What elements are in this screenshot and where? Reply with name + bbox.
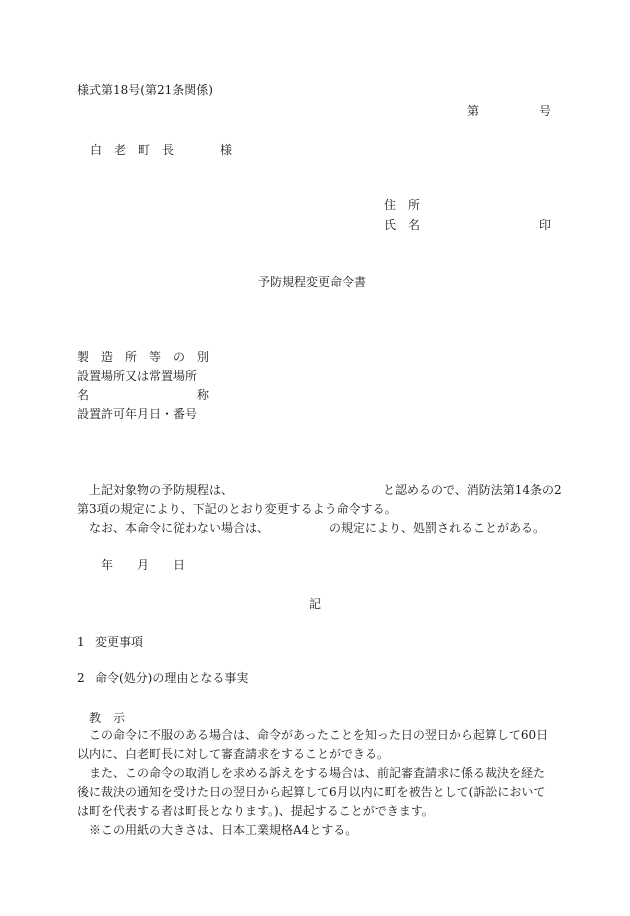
addressee-name: 白 老 町 長 <box>90 143 175 157</box>
date-day: 日 <box>173 558 186 572</box>
notice-paragraph-1: この命令に不服のある場合は、命令があったことを知った日の翌日から起算して60日以内に、白老町長に対して審査請求をすることができる。 <box>77 728 549 761</box>
facility-name-label-right: 称 <box>197 388 210 402</box>
body-p1-part1: 上記対象物の予防規程は、 <box>89 483 234 497</box>
date-month: 月 <box>137 558 150 572</box>
notice-heading: 教 示 <box>89 711 126 725</box>
applicant-seal: 印 <box>539 218 552 232</box>
notice-paragraph-2: また、この命令の取消しを求める訴えをする場合は、前記審査請求に係る裁決を経た後に裁決の通知を受けた日の翌日から起算して6月以内に町を被告として(訴訟においては町を代表する者は町長となります。)、提起することができます。 <box>77 766 546 818</box>
document-title: 予防規程変更命令書 <box>258 275 367 289</box>
body-p2-part1: なお、本命令に従わない場合は、 <box>89 521 270 535</box>
facility-category-label: 製 造 所 等 の 別 <box>77 350 210 364</box>
ki-label: 記 <box>309 597 322 611</box>
date-year: 年 <box>101 558 114 572</box>
body-p2-part2: の規定により、処罰されることがある。 <box>329 521 546 535</box>
notice-paragraph-3: ※この用紙の大きさは、日本工業規格A4とする。 <box>89 823 358 837</box>
item-2-text: 命令(処分)の理由となる事実 <box>95 671 249 685</box>
body-p1-line2: 第3項の規定により、下記のとおり変更するよう命令する。 <box>77 502 397 516</box>
applicant-address-label: 住 所 <box>384 198 421 212</box>
item-1-text: 変更事項 <box>95 635 144 649</box>
doc-number-suffix: 号 <box>539 104 552 118</box>
facility-location-label: 設置場所又は常置場所 <box>77 369 198 383</box>
form-label: 様式第18号(第21条関係) <box>77 83 213 97</box>
facility-name-label-left: 名 <box>77 388 90 402</box>
item-2-number: 2 <box>77 671 85 685</box>
addressee-honorific: 様 <box>220 143 233 157</box>
facility-permit-label: 設置許可年月日・番号 <box>77 407 198 421</box>
body-p1-part2: と認めるので、消防法第14条の2 <box>383 483 562 497</box>
doc-number-prefix: 第 <box>467 104 480 118</box>
item-1-number: 1 <box>77 635 85 649</box>
applicant-name-label: 氏 名 <box>384 218 421 232</box>
